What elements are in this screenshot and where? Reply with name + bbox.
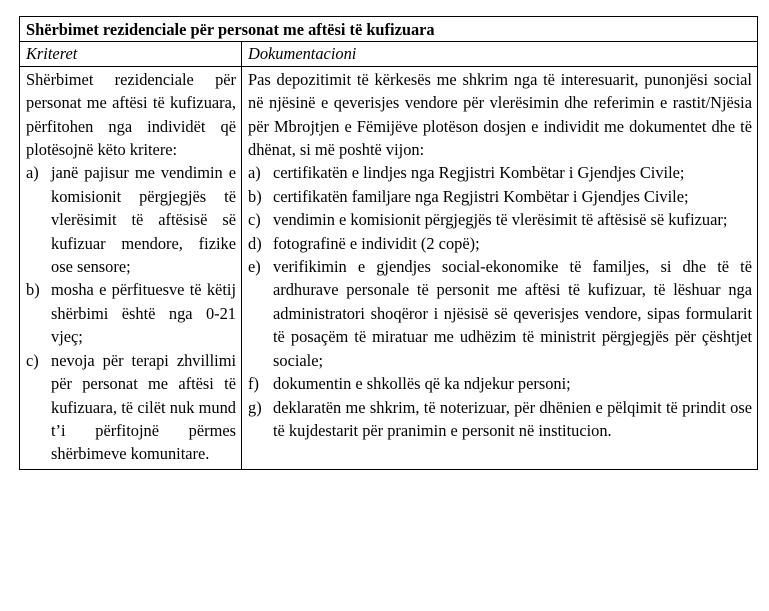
list-item-text: mosha e përfituesve të këtij shërbimi është nga 0-21 vjeç; xyxy=(51,280,236,347)
list-item xyxy=(26,278,236,348)
list-marker: a) xyxy=(248,163,261,183)
list-item xyxy=(26,349,236,466)
list-item-text: deklaratën me shkrim, të noterizuar, për dhënien e pëlqimit të prindit ose të kujdestarit për pranimin e personit në institucion. xyxy=(273,397,752,440)
header-documentation: Dokumentacioni xyxy=(242,42,758,66)
list-item-text: verifikimin e gjendjes social-ekonomike të familjes, si dhe të të ardhurave personale të personit me aftësi të kufizuar, të lëshuar nga administratori shoqëror i njësisë së qeverisjes vendore, sipas formularit të posaçëm të miratuar me udhëzim të ministrit përgjegjës për çështjet sociale; xyxy=(273,257,752,370)
list-item xyxy=(26,161,236,278)
list-item xyxy=(248,372,752,395)
list-item xyxy=(248,232,752,255)
list-marker: b) xyxy=(26,280,40,300)
header-criteria: Kriteret xyxy=(20,42,242,66)
list-marker: e) xyxy=(248,257,261,277)
title-row xyxy=(20,17,758,42)
documentation-intro: Pas depozitimit të kërkesës me shkrim nga të interesuarit, punonjësi social në njësinë e qeverisjes vendore për vlerësimin dhe referimin e rastit/Njësia për Mbrojtjen e Fëmijëve plotëson dosjen e individit me dokumentet dhe të dhënat, si më poshtë vijon: xyxy=(248,69,752,160)
header-row xyxy=(20,42,758,66)
list-item-text: fotografinë e individit (2 copë); xyxy=(273,233,480,253)
list-item-text: nevoja për terapi zhvillimi për personat me aftësi të kufizuara, të cilët nuk mund t’i përfitojnë përmes shërbimeve komunitare. xyxy=(51,350,236,464)
criteria-cell xyxy=(20,66,242,469)
table-title: Shërbimet rezidenciale për personat me aftësi të kufizuara xyxy=(20,17,758,42)
content-row xyxy=(20,66,758,469)
list-item-text: dokumentin e shkollës që ka ndjekur personi; xyxy=(273,374,571,394)
criteria-intro: Shërbimet rezidenciale për personat me aftësi të kufizuara, përfitohen nga individët që plotësojnë këto kritere: xyxy=(26,69,236,160)
list-item-text: vendimin e komisionit përgjegjës të vlerësimit të aftësisë së kufizuar; xyxy=(273,210,728,230)
list-marker: d) xyxy=(248,233,262,253)
list-item xyxy=(248,185,752,208)
list-marker: a) xyxy=(26,163,39,183)
list-item xyxy=(248,161,752,184)
list-marker: b) xyxy=(248,186,262,206)
list-item xyxy=(248,255,752,372)
list-marker: c) xyxy=(248,210,261,230)
list-item xyxy=(248,208,752,231)
list-item-text: certifikatën e lindjes nga Regjistri Kombëtar i Gjendjes Civile; xyxy=(273,163,685,183)
list-item xyxy=(248,396,752,443)
documentation-cell xyxy=(242,66,758,469)
list-marker: c) xyxy=(26,350,39,370)
list-item-text: janë pajisur me vendimin e komisionit përgjegjës të vlerësimit të aftësisë së kufizuar mendore, fizike ose sensore; xyxy=(51,163,236,277)
residential-services-table xyxy=(19,16,758,470)
list-item-text: certifikatën familjare nga Regjistri Kombëtar i Gjendjes Civile; xyxy=(273,186,689,206)
list-marker: g) xyxy=(248,397,262,417)
list-marker: f) xyxy=(248,374,259,394)
